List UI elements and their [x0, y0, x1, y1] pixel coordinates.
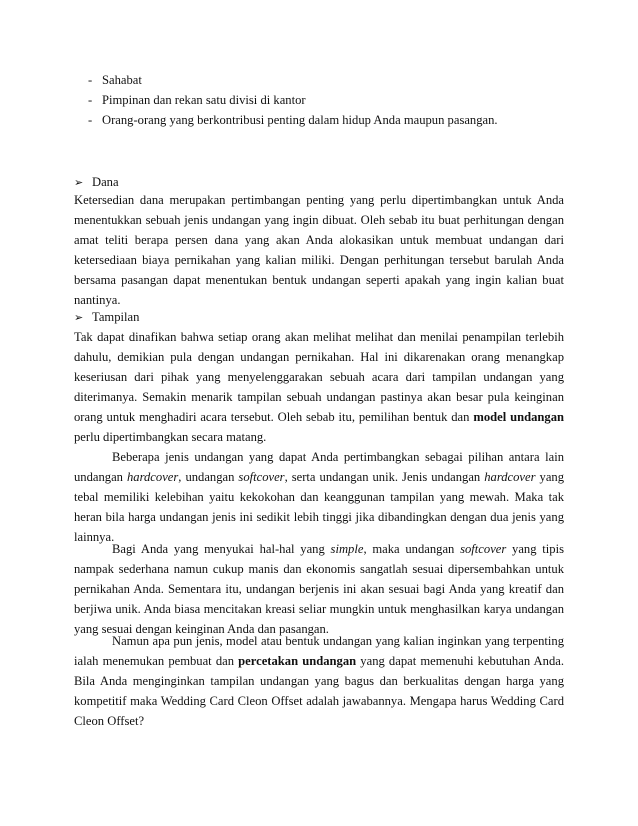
paragraph-tampilan-1: Tak dapat dinafikan bahwa setiap orang akan melihat melihat dan menilai penampilan terlebih dahulu, demikian pula dengan undangan pernikahan. Hal ini dikarenakan orang menangkap keseriusan dari pihak yang menyelenggarakan sebuah acara dari tampilan undangan yang diterimanya. Semakin menarik tampilan sebuah undangan pastinya akan besar pula keinginan orang untuk menghadiri acara tersebut. Oleh sebab itu, pemilihan bentuk dan model undangan perlu dipertimbangkan secara matang. [74, 330, 564, 444]
paragraph-tampilan-4: Namun apa pun jenis, model atau bentuk undangan yang kalian inginkan yang terpenting ialah menemukan pembuat dan percetakan undangan yang dapat memenuhi kebutuhan Anda. Bila Anda menginginkan tampilan undangan yang bagus dan berkualitas dengan harga yang kompetitif maka Wedding Card Cleon Offset adalah jawabannya. Mengapa harus Wedding Card Cleon Offset? [74, 634, 564, 728]
list-item: - Orang-orang yang berkontribusi penting dalam hidup Anda maupun pasangan. [88, 113, 498, 127]
list-item: - Sahabat [88, 73, 142, 87]
list-item: - Pimpinan dan rekan satu divisi di kantor [88, 93, 306, 107]
arrow-bullet-icon: ➢ [74, 312, 84, 324]
bold-term: model undangan [473, 410, 564, 424]
dash-list [88, 70, 498, 130]
paragraph-dana: Ketersedian dana merupakan pertimbangan penting yang perlu dipertimbangkan untuk Anda menentukkan sebuah jenis undangan yang ingin dibuat. Oleh sebab itu buat perhitungan dengan amat teliti berapa persen dana yang akan Anda alokasikan untuk membuat undangan dari ketersediaan biaya pernikahan yang kalian miliki. Dengan perhitungan tersebut barulah Anda bersama pasangan dapat menentukan bentuk undangan seperti apakah yang ingin kalian buat nantinya. [74, 193, 564, 307]
paragraph-tampilan-2: Beberapa jenis undangan yang dapat Anda pertimbangkan sebagai pilihan antara lain undangan hardcover, undangan softcover, serta undangan unik. Jenis undangan hardcover yang tebal memiliki kelebihan yaitu kekokohan dan keanggunan tampilan yang mewah. Maka tak heran bila harga undangan jenis ini sedikit lebih tinggi jika dibandingkan dengan dua jenis yang lainnya. [74, 450, 565, 544]
arrow-bullet-icon: ➢ [74, 177, 84, 189]
bold-term: percetakan undangan [238, 654, 357, 668]
section-heading-tampilan: ➢ Tampilan [74, 307, 139, 328]
section-heading-dana: ➢ Dana [74, 172, 119, 193]
paragraph-tampilan-3: Bagi Anda yang menyukai hal-hal yang simple, maka undangan softcover yang tipis nampak sederhana namun cukup manis dan ekonomis sangatlah sesuai dipersembahkan untuk pernikahan Anda. Sementara itu, undangan berjenis ini akan sesuai bagi Anda yang kreatif dan berjiwa unik. Anda biasa mencitakan kreasi seliar mungkin untuk menghasilkan karya undangan yang sesuai dengan keinginan Anda dan pasangan. [74, 542, 564, 636]
